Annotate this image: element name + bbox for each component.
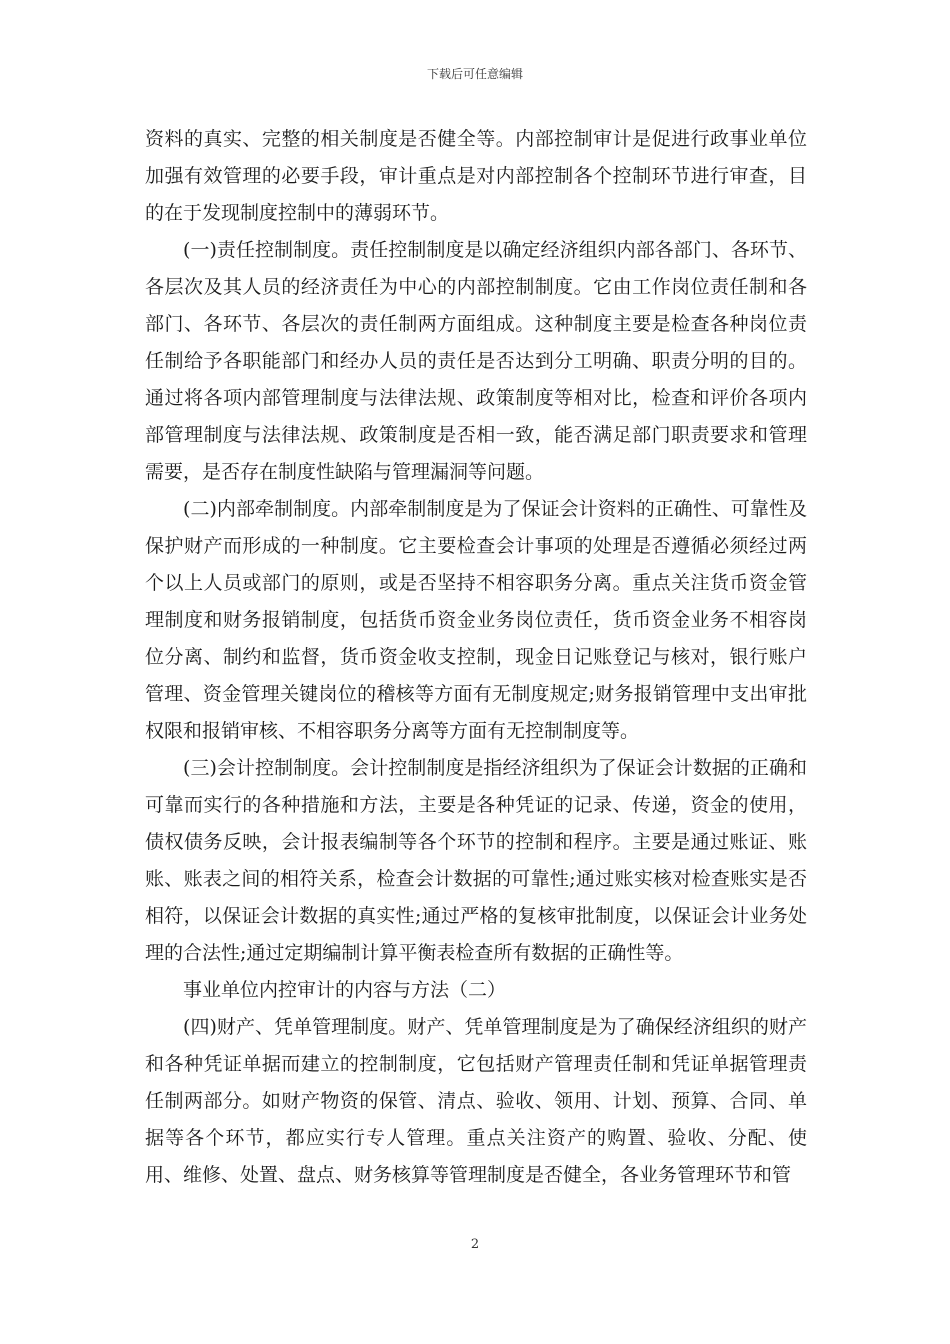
document-body	[145, 121, 807, 1194]
page-number: 2	[470, 1237, 480, 1252]
paragraph-responsibility-control: (一)责任控制制度。责任控制制度是以确定经济组织内部各部门、各环节、各层次及其人员的经济责任为中心的内部控制制度。它由工作岗位责任制和各部门、各环节、各层次的责任制两方面组成。这种制度主要是检查各种岗位责任制给予各职能部门和经办人员的责任是否达到分工明确、职责分明的目的。通过将各项内部管理制度与法律法规、政策制度等相对比，检查和评价各项内部管理制度与法律法规、政策制度是否相一致，能否满足部门职责要求和管理需要，是否存在制度性缺陷与管理漏洞等问题。	[145, 239, 807, 483]
section-heading: 事业单位内控审计的内容与方法（二）	[183, 979, 507, 1001]
paragraph-continuation: 资料的真实、完整的相关制度是否健全等。内部控制审计是促进行政事业单位加强有效管理的必要手段，审计重点是对内部控制各个控制环节进行审查，目的在于发现制度控制中的薄弱环节。	[145, 128, 807, 224]
page-header: 下载后可任意编辑	[426, 67, 523, 81]
paragraph-accounting-control: (三)会计控制制度。会计控制制度是指经济组织为了保证会计数据的正确和可靠而实行的各种措施和方法，主要是各种凭证的记录、传递，资金的使用，债权债务反映，会计报表编制等各个环节的控制和程序。主要是通过账证、账账、账表之间的相符关系，检查会计数据的可靠性;通过账实核对检查账实是否相符，以保证会计数据的真实性;通过严格的复核审批制度，以保证会计业务处理的合法性;通过定期编制计算平衡表检查所有数据的正确性等。	[145, 757, 807, 964]
paragraph-internal-check: (二)内部牵制制度。内部牵制制度是为了保证会计资料的正确性、可靠性及保护财产而形成的一种制度。它主要检查会计事项的处理是否遵循必须经过两个以上人员或部门的原则，或是否坚持不相容职务分离。重点关注货币资金管理制度和财务报销制度，包括货币资金业务岗位责任，货币资金业务不相容岗位分离、制约和监督，货币资金收支控制，现金日记账登记与核对，银行账户管理、资金管理关键岗位的稽核等方面有无制度规定;财务报销管理中支出审批权限和报销审核、不相容职务分离等方面有无控制制度等。	[145, 498, 807, 742]
paragraph-property-voucher: (四)财产、凭单管理制度。财产、凭单管理制度是为了确保经济组织的财产和各种凭证单据而建立的控制制度，它包括财产管理责任制和凭证单据管理责任制两部分。如财产物资的保管、清点、验收、领用、计划、预算、合同、单据等各个环节，都应实行专人管理。重点关注资产的购置、验收、分配、使用、维修、处置、盘点、财务核算等管理制度是否健全，各业务管理环节和管	[145, 1016, 807, 1186]
